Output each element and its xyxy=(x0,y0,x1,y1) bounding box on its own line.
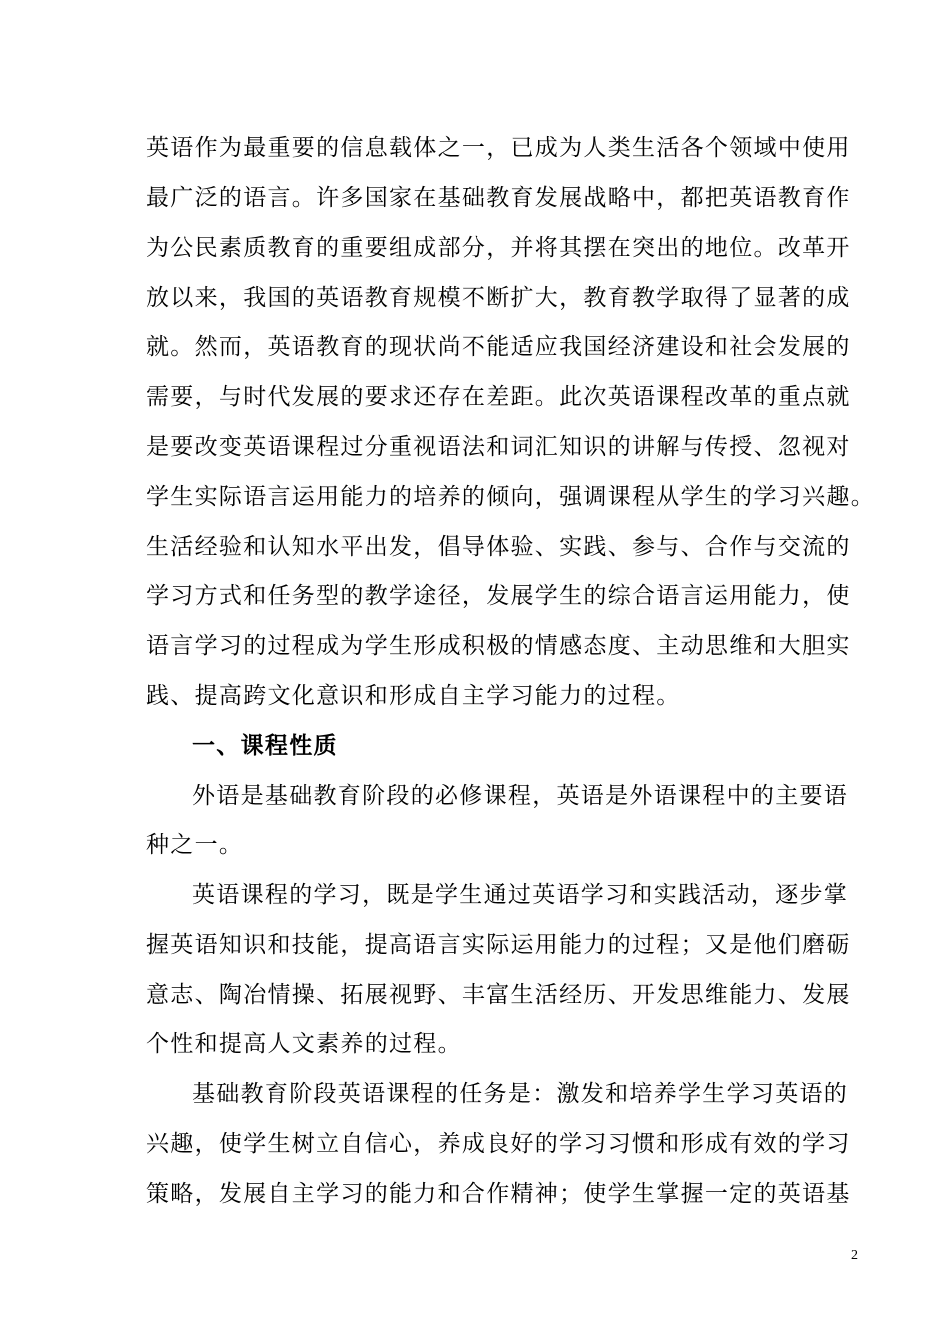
intro-line-12: 践、提高跨文化意识和形成自主学习能力的过程。 xyxy=(146,683,681,709)
learning-line-3: 意志、陶冶情操、拓展视野、丰富生活经历、开发思维能力、发展 xyxy=(146,982,851,1008)
learning-line-1: 英语课程的学习，既是学生通过英语学习和实践活动，逐步掌 xyxy=(192,882,849,908)
intro-line-11: 语言学习的过程成为学生形成积极的情感态度、主动思维和大胆实 xyxy=(146,633,851,659)
nature-line-1: 外语是基础教育阶段的必修课程，英语是外语课程中的主要语 xyxy=(192,783,849,809)
section-heading: 一、课程性质 xyxy=(192,732,338,759)
intro-line-4: 放以来，我国的英语教育规模不断扩大，教育教学取得了显著的成 xyxy=(146,285,851,311)
intro-line-6: 需要，与时代发展的要求还存在差距。此次英语课程改革的重点就 xyxy=(146,384,851,410)
page-number: 2 xyxy=(851,1248,858,1263)
intro-line-8: 学生实际语言运用能力的培养的倾向，强调课程从学生的学习兴趣。 xyxy=(146,484,875,510)
nature-line-2: 种之一。 xyxy=(146,832,244,858)
learning-line-4: 个性和提高人文素养的过程。 xyxy=(146,1031,462,1057)
intro-line-7: 是要改变英语课程过分重视语法和词汇知识的讲解与传授、忽视对 xyxy=(146,434,851,460)
intro-line-9: 生活经验和认知水平出发，倡导体验、实践、参与、合作与交流的 xyxy=(146,534,851,560)
task-line-3: 策略，发展自主学习的能力和合作精神；使学生掌握一定的英语基 xyxy=(146,1181,851,1207)
task-line-2: 兴趣，使学生树立自信心，养成良好的学习习惯和形成有效的学习 xyxy=(146,1131,851,1157)
learning-line-2: 握英语知识和技能，提高语言实际运用能力的过程；又是他们磨砺 xyxy=(146,932,851,958)
intro-line-5: 就。然而，英语教育的现状尚不能适应我国经济建设和社会发展的 xyxy=(146,334,851,360)
intro-line-10: 学习方式和任务型的教学途径，发展学生的综合语言运用能力，使 xyxy=(146,583,851,609)
intro-line-3: 为公民素质教育的重要组成部分，并将其摆在突出的地位。改革开 xyxy=(146,235,851,261)
intro-line-1: 英语作为最重要的信息载体之一，已成为人类生活各个领域中使用 xyxy=(146,135,851,161)
intro-line-2: 最广泛的语言。许多国家在基础教育发展战略中，都把英语教育作 xyxy=(146,185,851,211)
task-line-1: 基础教育阶段英语课程的任务是：激发和培养学生学习英语的 xyxy=(192,1081,849,1107)
